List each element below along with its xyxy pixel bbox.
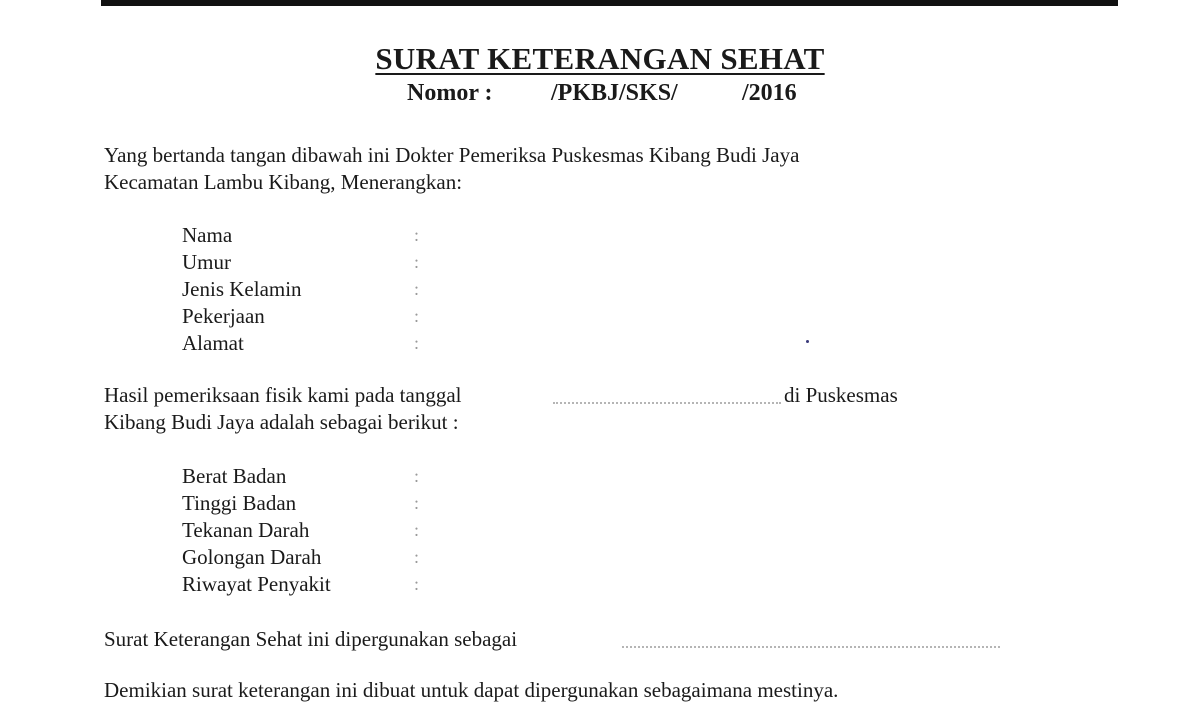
field-riwayat-penyakit-label: Riwayat Penyakit: [182, 572, 331, 596]
exam-line-2: Kibang Budi Jaya adalah sebagai berikut :: [104, 410, 459, 434]
purpose-blank[interactable]: [622, 646, 1000, 648]
field-umur-colon: :: [414, 252, 420, 272]
field-alamat-label: Alamat: [182, 331, 244, 355]
field-berat-badan-colon: :: [414, 466, 420, 486]
closing-line: Demikian surat keterangan ini dibuat untuk dapat dipergunakan sebagaimana mestinya.: [104, 678, 839, 702]
ink-speck: [806, 340, 809, 343]
field-pekerjaan-colon: :: [414, 306, 420, 326]
exam-date-blank[interactable]: [553, 402, 781, 404]
field-golongan-darah-label: Golongan Darah: [182, 545, 322, 569]
field-tinggi-badan-colon: :: [414, 493, 420, 513]
field-tekanan-darah-colon: :: [414, 520, 420, 540]
field-berat-badan-label: Berat Badan: [182, 464, 287, 488]
number-year: /2016: [742, 80, 797, 106]
field-golongan-darah-colon: :: [414, 547, 420, 567]
field-jenis-kelamin-colon: :: [414, 279, 420, 299]
field-riwayat-penyakit-colon: :: [414, 574, 420, 594]
purpose-line: Surat Keterangan Sehat ini dipergunakan sebagai: [104, 627, 518, 651]
field-umur-label: Umur: [182, 250, 231, 274]
intro-line-2: Kecamatan Lambu Kibang, Menerangkan:: [104, 170, 463, 194]
field-nama-label: Nama: [182, 223, 233, 247]
exam-line-1-start: Hasil pemeriksaan fisik kami pada tanggal: [104, 383, 462, 407]
field-pekerjaan-label: Pekerjaan: [182, 304, 265, 328]
top-border-line: [101, 0, 1118, 6]
number-code: /PKBJ/SKS/: [551, 80, 678, 106]
exam-line-1-end: di Puskesmas: [784, 383, 898, 407]
intro-line-1: Yang bertanda tangan dibawah ini Dokter Pemeriksa Puskesmas Kibang Budi Jaya: [104, 143, 800, 167]
document-title: SURAT KETERANGAN SEHAT: [375, 41, 825, 76]
field-tinggi-badan-label: Tinggi Badan: [182, 491, 297, 515]
field-nama-colon: :: [414, 225, 420, 245]
field-tekanan-darah-label: Tekanan Darah: [182, 518, 310, 542]
field-alamat-colon: :: [414, 333, 420, 353]
number-label: Nomor :: [407, 80, 493, 106]
field-jenis-kelamin-label: Jenis Kelamin: [182, 277, 302, 301]
